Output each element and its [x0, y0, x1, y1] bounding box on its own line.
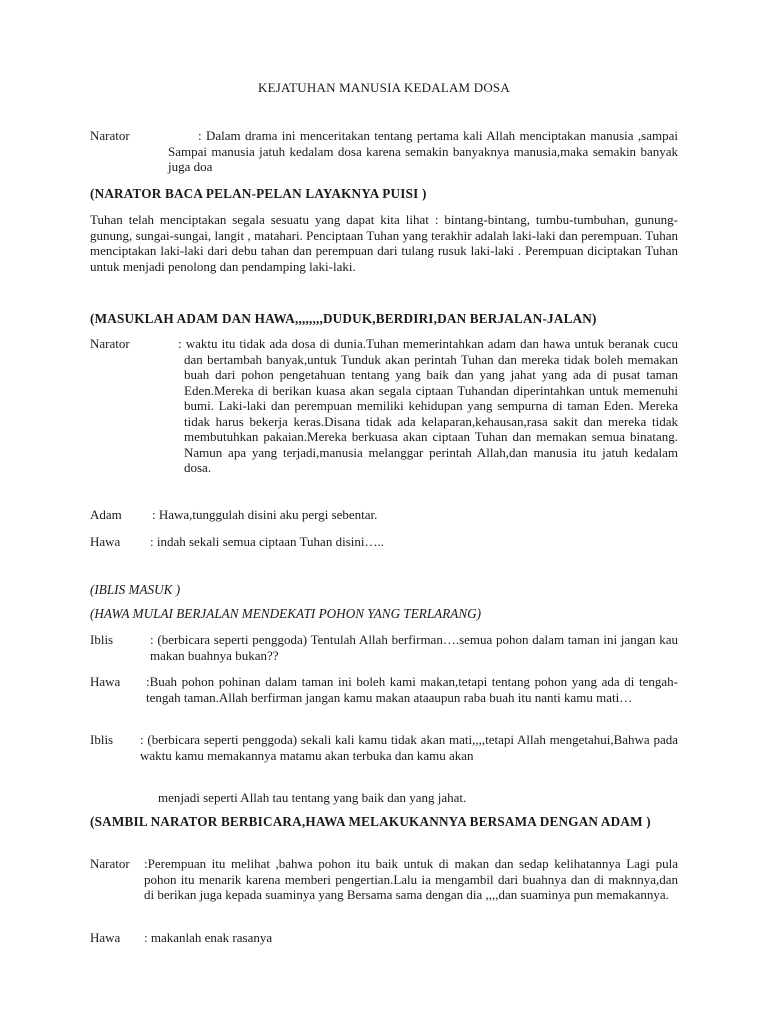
stage-direction-heading: (NARATOR BACA PELAN-PELAN LAYAKNYA PUISI ) [90, 186, 427, 201]
stage-direction-italic: (IBLIS MASUK ) [90, 582, 181, 597]
speaker-label: Narator [90, 128, 130, 143]
dialogue-text: : waktu itu tidak ada dosa di dunia.Tuhan memerintahkan adam dan hawa untuk beranak cucu dan bertambah banyak,untuk Tunduk akan perintah Tuhan dan mereka tidak boleh memakan buah dari pohon pengetahuan tentang yang baik dan yang jahat yang ada di pusat taman Eden.Mereka di berikan kuasa akan segala ciptaan Tuhandan diperintahkan untuk memenuhi bumi. Laki-laki dan perempuan memiliki kehidupan yang sempurna di taman Eden. Mereka tidak harus bekerja keras.Disana tidak ada kelaparan,kehausan,rasa sakit dan mereka tidak membutuhkan pakaian.Mereka berkuasa akan ciptaan Tuhan dan memakan semua binatang. Namun apa yang terjadi,manusia melanggar perintah Allah,dan manusia itu jatuh kedalam dosa. [178, 336, 678, 475]
speaker-label: Hawa [90, 674, 121, 689]
speaker-label: Iblis [90, 632, 114, 647]
speaker-label: Hawa [90, 930, 121, 945]
narration-paragraph: Tuhan telah menciptakan segala sesuatu yang dapat kita lihat : bintang-bintang, tumbu-tumbuhan, gunung-gunung, sungai-sungai, langit , matahari. Penciptaan Tuhan yang terakhir adalah laki-laki dan perempuan. Tuhan menciptakan laki-laki dari debu tahan dan perempuan dari tulang rusuk laki-laki . Perempuan diciptakan Tuhan untuk menjadi penolong dan pendamping laki-laki. [90, 212, 678, 274]
dialogue-narator-intro [90, 128, 678, 175]
speaker-label: Narator [90, 336, 130, 351]
dialogue-adam [90, 507, 678, 523]
dialogue-text: : indah sekali semua ciptaan Tuhan disini….. [150, 534, 384, 549]
speaker-label: Narator [90, 856, 130, 871]
dialogue-hawa-final [90, 930, 678, 946]
speaker-label: Iblis [90, 732, 114, 747]
stage-direction-heading: (SAMBIL NARATOR BERBICARA,HAWA MELAKUKANNYA BERSAMA DENGAN ADAM ) [90, 814, 651, 829]
dialogue-text: : (berbicara seperti penggoda) Tentulah Allah berfirman….semua pohon dalam taman ini jangan kau makan buahnya bukan?? [150, 632, 678, 663]
dialogue-text: : Hawa,tunggulah disini aku pergi sebentar. [152, 507, 378, 522]
dialogue-narator-fall [90, 856, 678, 903]
dialogue-hawa [90, 534, 678, 550]
dialogue-iblis-tempt [90, 732, 678, 763]
dialogue-text: :Buah pohon pohinan dalam taman ini boleh kami makan,tetapi tentang pohon yang ada di tengah-tengah taman.Allah berfirman jangan kamu makan ataaupun raba buah itu nanti kamu mati… [146, 674, 678, 705]
speaker-label: Hawa [90, 534, 121, 549]
dialogue-iblis [90, 632, 678, 663]
dialogue-narator-eden [90, 336, 678, 476]
dialogue-text: : (berbicara seperti penggoda) sekali kali kamu tidak akan mati,,,,tetapi Allah mengetahui,Bahwa pada waktu kamu memakannya matamu akan terbuka dan kamu akan [140, 732, 678, 763]
speaker-label: Adam [90, 507, 122, 522]
document-title: KEJATUHAN MANUSIA KEDALAM DOSA [258, 80, 510, 95]
dialogue-text: : Dalam drama ini menceritakan tentang pertama kali Allah menciptakan manusia ,sampai Sampai manusia jatuh kedalam dosa karena semakin banyaknya manusia,maka semakin banyak juga doa [168, 128, 678, 174]
stage-direction-italic: (HAWA MULAI BERJALAN MENDEKATI POHON YANG TERLARANG) [90, 606, 482, 621]
dialogue-hawa-reply [90, 674, 678, 705]
continued-line: menjadi seperti Allah tau tentang yang baik dan yang jahat. [158, 790, 467, 805]
dialogue-text: :Perempuan itu melihat ,bahwa pohon itu baik untuk di makan dan sedap kelihatannya Lagi pula pohon itu menarik karena memberi pengertian.Lalu ia mengambil dari buahnya dan di maknnya,dan di berikan juga kepada suaminya yang Bersama sama dengan dia ,,,,dan suaminya pun memakannya. [144, 856, 678, 902]
stage-direction-heading: (MASUKLAH ADAM DAN HAWA,,,,,,,,DUDUK,BERDIRI,DAN BERJALAN-JALAN) [90, 311, 597, 326]
dialogue-text: : makanlah enak rasanya [144, 930, 273, 945]
